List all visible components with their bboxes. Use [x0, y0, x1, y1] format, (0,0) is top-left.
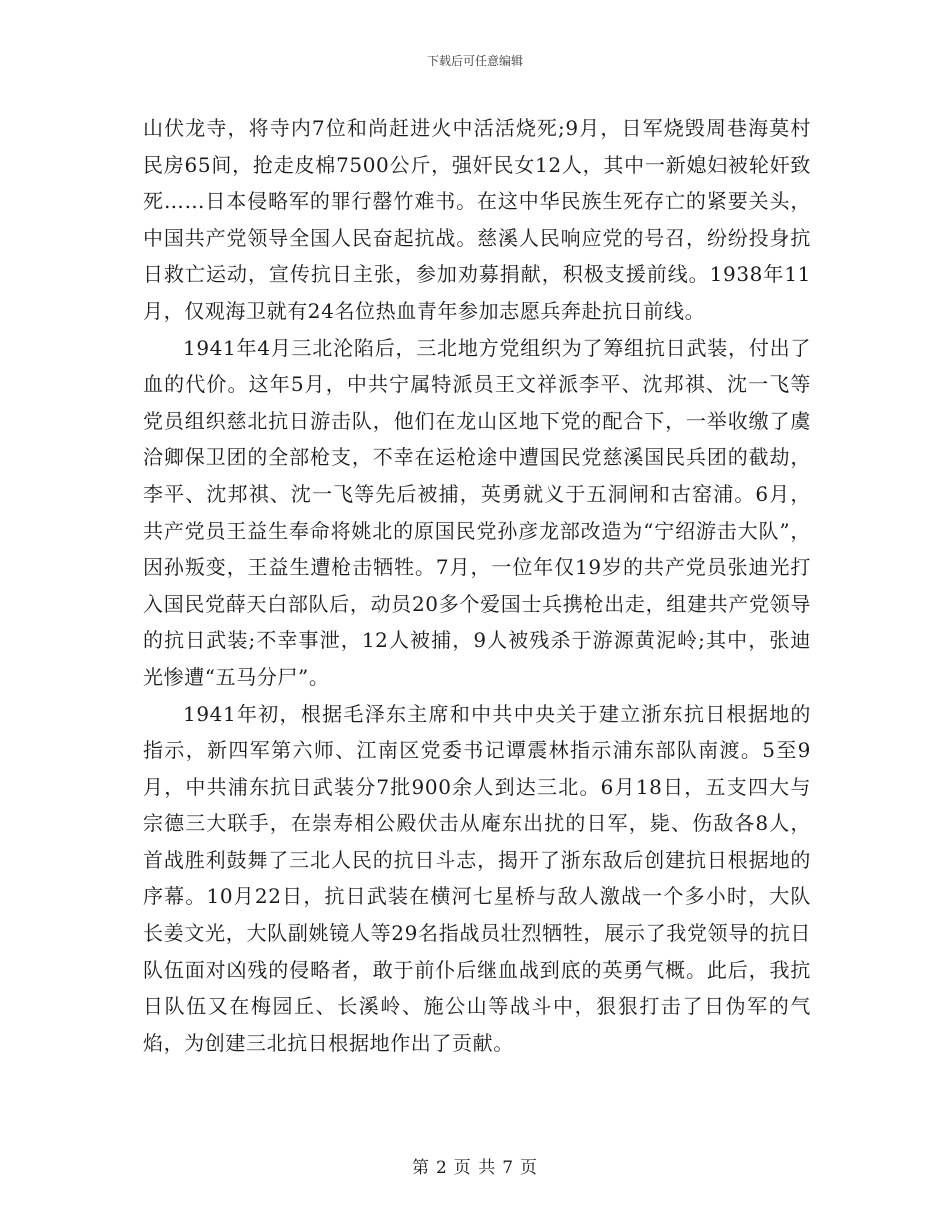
document-body — [143, 110, 811, 1061]
page-label-mid: 页 共 — [453, 1158, 497, 1178]
current-page-number: 2 — [435, 1158, 448, 1178]
page-label-prefix: 第 — [411, 1158, 430, 1178]
paragraph-3: 1941年初，根据毛泽东主席和中共中央关于建立浙东抗日根据地的指示，新四军第六师、江南区党委书记谭震林指示浦东部队南渡。5至9月，中共浦东抗日武装分7批900余人到达三北。6月18日，五支四大与宗德三大联手，在崇寿相公殿伏击从庵东出扰的日军，毙、伤敌各8人，首战胜利鼓舞了三北人民的抗日斗志，揭开了浙东敌后创建抗日根据地的序幕。10月22日，抗日武装在横河七星桥与敌人激战一个多小时，大队长姜文光，大队副姚镜人等29名指战员壮烈牺牲，展示了我党领导的抗日队伍面对凶残的侵略者，敢于前仆后继血战到底的英勇气概。此后，我抗日队伍又在梅园丘、长溪岭、施公山等战斗中，狠狠打击了日伪军的气焰，为创建三北抗日根据地作出了贡献。 — [143, 701, 811, 1055]
paragraph-1: 山伏龙寺，将寺内7位和尚赶进火中活活烧死;9月，日军烧毁周巷海莫村民房65间，抢走皮棉7500公斤，强奸民女12人，其中一新媳妇被轮奸致死……日本侵略军的罪行罄竹难书。在这中华民族生死存亡的紧要关头，中国共产党领导全国人民奋起抗战。慈溪人民响应党的号召，纷纷投身抗日救亡运动，宣传抗日主张，参加劝募捐献，积极支援前线。1938年11月，仅观海卫就有24名位热血青年参加志愿兵奔赴抗日前线。 — [143, 116, 811, 323]
page-footer — [0, 1153, 950, 1178]
total-pages-number: 7 — [502, 1158, 515, 1178]
paragraph-2: 1941年4月三北沦陷后，三北地方党组织为了筹组抗日武装，付出了血的代价。这年5月，中共宁属特派员王文祥派李平、沈邦祺、沈一飞等党员组织慈北抗日游击队，他们在龙山区地下党的配合下，一举收缴了虞洽卿保卫团的全部枪支，不幸在运枪途中遭国民党慈溪国民兵团的截劫，李平、沈邦祺、沈一飞等先后被捕，英勇就义于五洞闸和古窑浦。6月，共产党员王益生奉命将姚北的原国民党孙彦龙部改造为“宁绍游击大队”，因孙叛变，王益生遭枪击牺牲。7月，一位年仅19岁的共产党员张迪光打入国民党薛天白部队后，动员20多个爱国士兵携枪出走，组建共产党领导的抗日武装;不幸事泄，12人被捕，9人被残杀于游源黄泥岭;其中，张迪光惨遭“五马分尸”。 — [143, 335, 811, 689]
page-header: 下载后可任意编辑 — [426, 54, 523, 68]
page-label-suffix: 页 — [520, 1158, 539, 1178]
